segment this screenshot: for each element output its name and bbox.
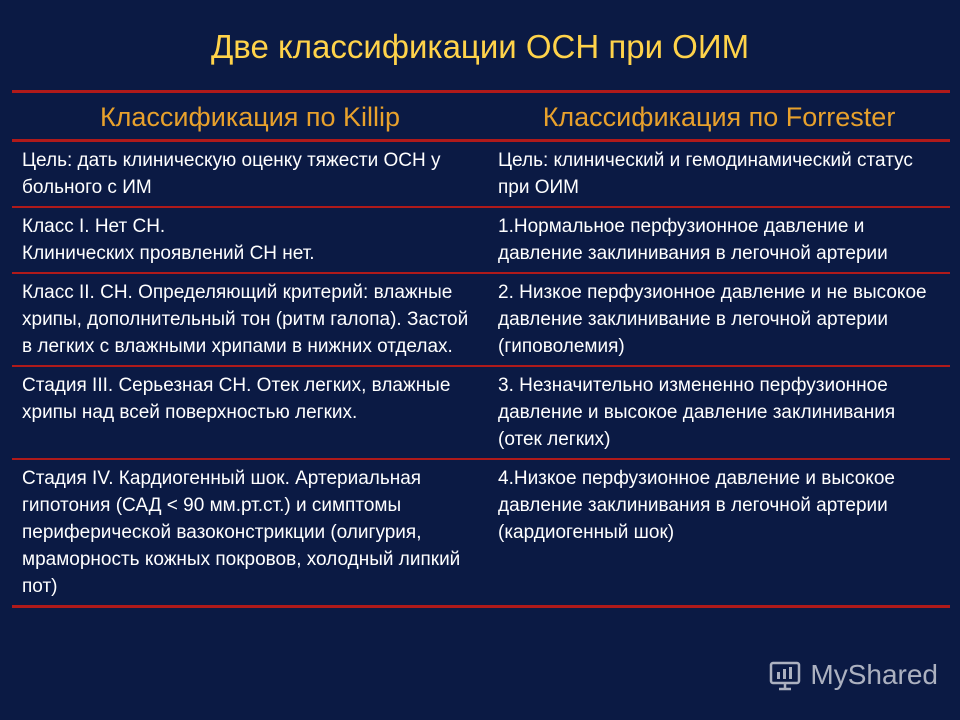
- killip-class-1-title: Класс I. Нет СН.: [22, 216, 166, 237]
- killip-cell: [12, 273, 488, 366]
- table-row: [12, 459, 950, 607]
- classification-table: [12, 90, 950, 608]
- forrester-class-1: 1.Нормальное перфузионное давление и давление заклинивания в легочной артерии: [498, 216, 888, 264]
- header-forrester: Классификация по Forrester: [488, 92, 950, 141]
- killip-class-4: Стадия IV. Кардиогенный шок. Артериальная гипотония (САД < 90 мм.рт.ст.) и симптомы периферической вазоконстрикции (олигурия, мраморность кожных покровов, холодный липкий пот): [22, 468, 461, 597]
- watermark: [768, 658, 938, 692]
- watermark-text: MyShared: [810, 659, 938, 690]
- killip-class-1-desc: Клинических проявлений СН нет.: [22, 243, 315, 264]
- killip-goal: Цель: дать клиническую оценку тяжести ОСН у больного с ИМ: [22, 150, 441, 198]
- forrester-class-4: 4.Низкое перфузионное давление и высокое давление заклинивания в легочной артерии (кардиогенный шок): [498, 468, 895, 543]
- slide-title: Две классификации ОСН при ОИМ: [210, 28, 750, 65]
- presentation-icon: [768, 658, 802, 692]
- table-row: [12, 141, 950, 208]
- killip-cell: [12, 459, 488, 607]
- forrester-class-2: 2. Низкое перфузионное давление и не высокое давление заклинивание в легочной артерии (гиповолемия): [498, 282, 927, 357]
- forrester-cell: [488, 207, 950, 273]
- forrester-cell: [488, 141, 950, 208]
- forrester-cell: [488, 459, 950, 607]
- table-header-row: [12, 92, 950, 141]
- forrester-goal: Цель: клинический и гемодинамический статус при ОИМ: [498, 150, 913, 198]
- forrester-class-3: 3. Незначительно измененно перфузионное давление и высокое давление заклинивания (отек легких): [498, 375, 896, 450]
- killip-class-3: Стадия III. Серьезная СН. Отек легких, влажные хрипы над всей поверхностью легких.: [22, 375, 451, 423]
- killip-cell: [12, 366, 488, 459]
- table-row: [12, 273, 950, 366]
- forrester-cell: [488, 273, 950, 366]
- killip-class-2: Класс II. СН. Определяющий критерий: влажные хрипы, дополнительный тон (ритм галопа). Застой в легких с влажными хрипами в нижних отделах.: [22, 282, 469, 357]
- table-row: [12, 207, 950, 273]
- table-row: [12, 366, 950, 459]
- header-killip: Классификация по Killip: [12, 92, 488, 141]
- forrester-cell: [488, 366, 950, 459]
- killip-cell: [12, 141, 488, 208]
- killip-cell: [12, 207, 488, 273]
